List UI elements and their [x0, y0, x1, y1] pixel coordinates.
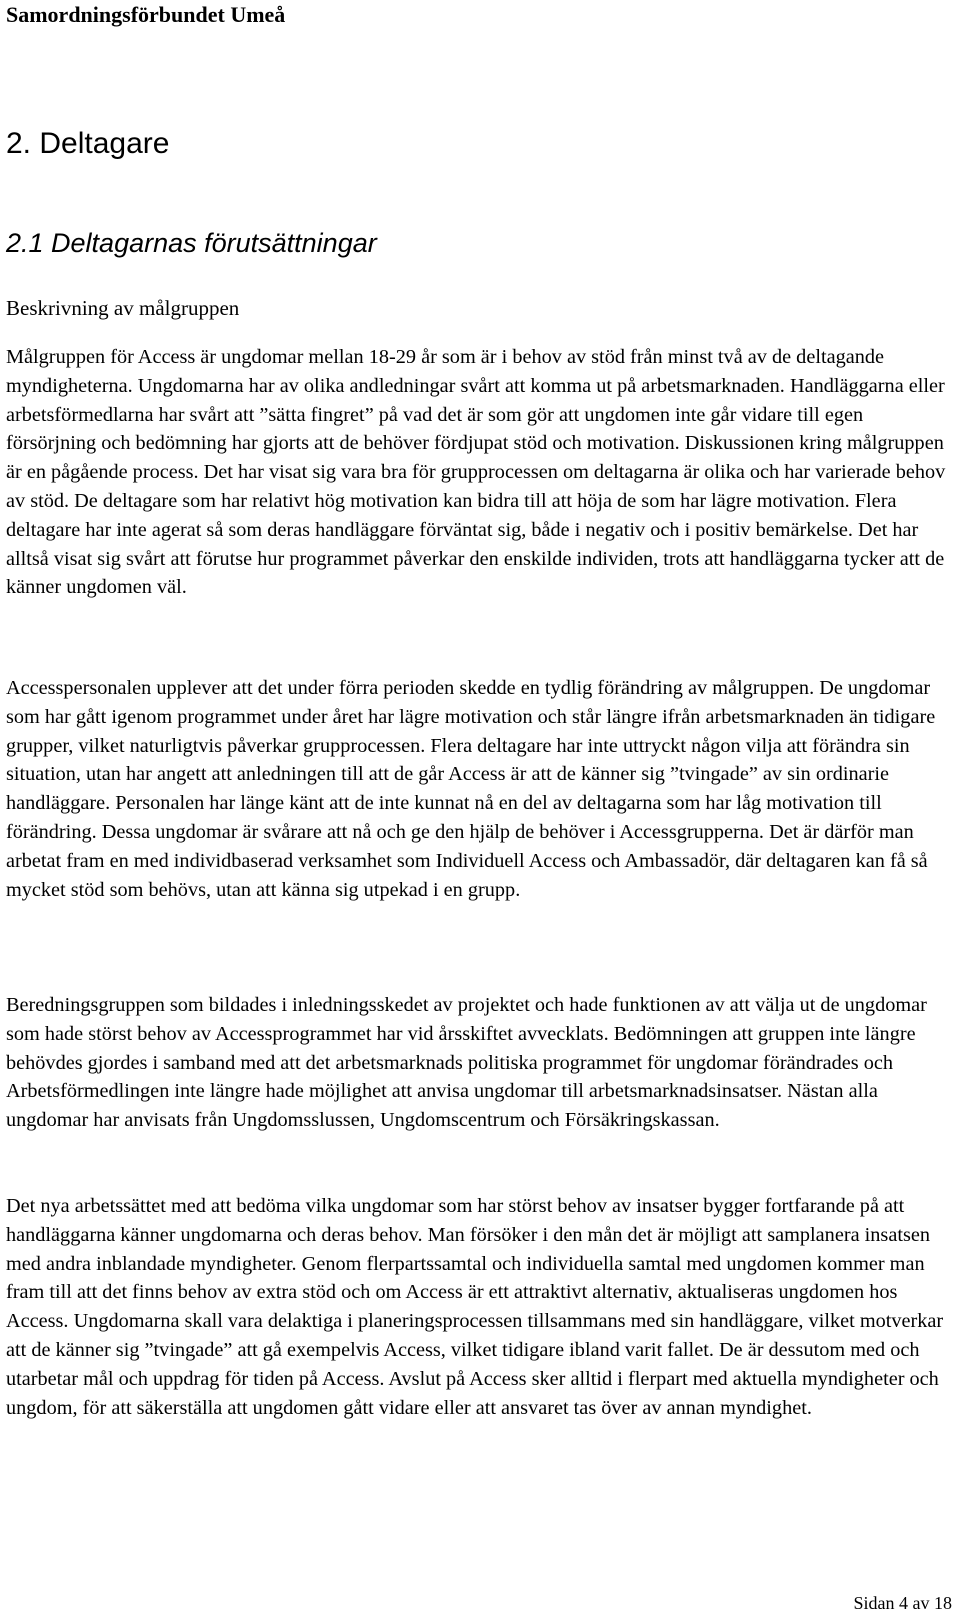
- section-title: 2. Deltagare: [6, 127, 170, 160]
- running-header: Samordningsförbundet Umeå: [6, 2, 286, 27]
- subheading: Beskrivning av målgruppen: [6, 296, 240, 320]
- paragraph-staff-experience: Accesspersonalen upplever att det under förra perioden skedde en tydlig förändring av målgruppen. De ungdomar som har gått igenom programmet under året har lägre motivation och står längre ifrån arbetsmarknaden än tidigare grupper, vilket naturligtvis påverkar grupprocessen. Flera deltagare har inte uttryckt någon vilja att förändra sin situation, utan har angett att anledningen till att de går Access är att de känner sig ”tvingade” av sin ordinarie handläggare. Personalen har länge känt att de inte kunnat nå en del av deltagarna som har låg motivation till förändring. Dessa ungdomar är svårare att nå och ge den hjälp de behöver i Accessgrupperna. Det är därför man arbetat fram en med individbaserad verksamhet som Individuell Access och Ambassadör, där deltagaren kan få så mycket stöd som behövs, utan att känna sig utpekad i en grupp.: [6, 677, 936, 901]
- paragraph-target-group: Målgruppen för Access är ungdomar mellan 18-29 år som är i behov av stöd från minst två av de deltagande myndigheterna. Ungdomarna har av olika andledningar svårt att komma ut på arbetsmarknaden. Handläggarna eller arbetsförmedlarna har svårt att ”sätta fingret” på vad det är som gör att ungdomen inte går vidare till egen försörjning och bedömning har gjorts att de behöver fördjupat stöd och motivation. Diskussionen kring målgruppen är en pågående process. Det har visat sig vara bra för grupprocessen om deltagarna är olika och har varierade behov av stöd. De deltagare som har relativt hög motivation kan bidra till att höja de som har lägre motivation. Flera deltagare har inte agerat så som deras handläggare förväntat sig, både i negativ och i positiv bemärkelse. Det har alltså visat sig svårt att förutse hur programmet påverkar den enskilde individen, trots att handläggarna tycker att de känner ungdomen väl.: [6, 346, 946, 599]
- paragraph-new-method: Det nya arbetssättet med att bedöma vilka ungdomar som har störst behov av insatser bygger fortfarande på att handläggarna känner ungdomarna och deras behov. Man försöker i den mån det är möjligt att samplanera insatsen med andra inblandade myndigheter. Genom flerpartssamtal och individuella samtal med ungdomen kommer man fram till att det finns behov av extra stöd och om Access är ett attraktivt alternativ, aktualiseras ungdomen hos Access. Ungdomarna skall vara delaktiga i planeringsprocessen tillsammans med sin handläggare, vilket motverkar att de känner sig ”tvingade” att gå exempelvis Access, vilket tidigare ibland varit fallet. De är dessutom med och utarbetar mål och uppdrag för tiden på Access. Avslut på Access sker alltid i flerpart med aktuella myndigheter och ungdom, för att säkerställa att ungdomen gått vidare eller att ansvaret tas över av annan myndighet.: [6, 1195, 944, 1419]
- page-number: Sidan 4 av 18: [853, 1593, 952, 1613]
- subsection-title: 2.1 Deltagarnas förutsättningar: [6, 228, 377, 258]
- paragraph-preparation-group: Beredningsgruppen som bildades i inledningsskedet av projektet och hade funktionen av att välja ut de ungdomar som hade störst behov av Accessprogrammet har vid årsskiftet avvecklats. Bedömningen att gruppen inte längre behövdes gjordes i samband med att det arbetsmarknads politiska programmet för ungdomar förändrades och Arbetsförmedlingen inte längre hade möjlighet att anvisa ungdomar till arbetsmarknadsinsatser. Nästan alla ungdomar har anvisats från Ungdomsslussen, Ungdomscentrum och Försäkringskassan.: [6, 994, 927, 1132]
